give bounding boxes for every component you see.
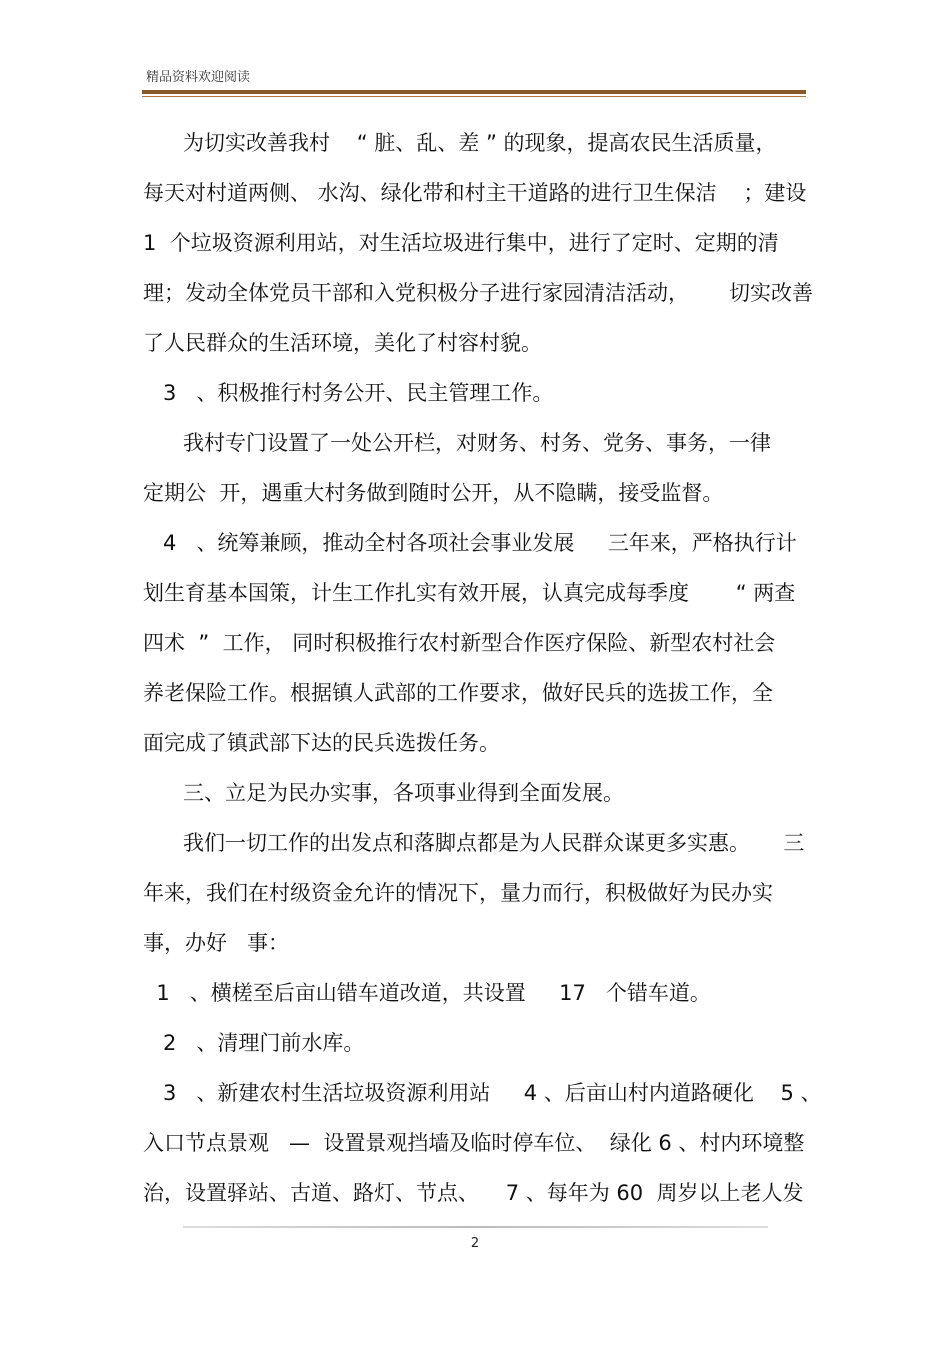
text-line: 划生育基本国策，计生工作扎实有效开展，认真完成每季度 “ 两查 xyxy=(143,581,796,605)
text-line: 了人民群众的生活环境，美化了村容村貌。 xyxy=(143,331,542,355)
text-line: 2 、清理门前水库。 xyxy=(143,1031,365,1055)
header-rule-thin xyxy=(142,96,806,97)
text-line: 1 、横槎至后亩山错车道改道，共设置 17 个错车道。 xyxy=(143,981,711,1005)
text-line: 三、立足为民办实事，各项事业得到全面发展。 xyxy=(143,781,625,805)
text-line: 定期公 开，遇重大村务做到随时公开，从不隐瞒，接受监督。 xyxy=(143,481,724,505)
text-line: 养老保险工作。根据镇人武部的工作要求，做好民兵的选拔工作，全 xyxy=(143,681,773,705)
text-line: 入口节点景观 — 设置景观挡墙及临时停车位、 绿化 6 、村内环境整 xyxy=(143,1131,805,1155)
page-header-title: 精品资料欢迎阅读 xyxy=(146,70,251,85)
page-number: 2 xyxy=(470,1236,480,1251)
header-rule-thick xyxy=(142,90,806,94)
text-line: 3 、积极推行村务公开、民主管理工作。 xyxy=(143,381,554,405)
text-line: 为切实改善我村 “ 脏、乱、差 ” 的现象，提高农民生活质量， xyxy=(143,131,777,155)
text-line: 每天对村道两侧、 水沟、绿化带和村主干道路的进行卫生保洁 ；建设 xyxy=(143,181,807,205)
text-line: 我们一切工作的出发点和落脚点都是为人民群众谋更多实惠。 三 xyxy=(143,831,805,855)
text-line: 我村专门设置了一处公开栏，对财务、村务、党务、事务，一律 xyxy=(143,431,772,455)
text-line: 面完成了镇武部下达的民兵选拨任务。 xyxy=(143,731,500,755)
text-line: 治，设置驿站、古道、路灯、节点、 7 、每年为 60 周岁以上老人发 xyxy=(143,1181,804,1205)
text-line: 理；发动全体党员干部和入党积极分子进行家园清洁活动， 切实改善 xyxy=(143,281,814,305)
text-line: 年来，我们在村级资金允许的情况下，量力而行，积极做好为民办实 xyxy=(143,881,773,905)
text-line: 3 、新建农村生活垃圾资源利用站 4 、后亩山村内道路硬化 5 、 xyxy=(143,1081,822,1105)
text-line: 四术 ” 工作， 同时积极推行农村新型合作医疗保险、新型农村社会 xyxy=(143,631,776,655)
text-line: 4 、统筹兼顾，推动全村各项社会事业发展 三年来，严格执行计 xyxy=(143,531,797,555)
text-line: 1 个垃圾资源利用站，对生活垃圾进行集中，进行了定时、定期的清 xyxy=(143,231,779,255)
text-line: 事，办好 事： xyxy=(143,931,290,955)
footer-rule xyxy=(183,1226,768,1228)
